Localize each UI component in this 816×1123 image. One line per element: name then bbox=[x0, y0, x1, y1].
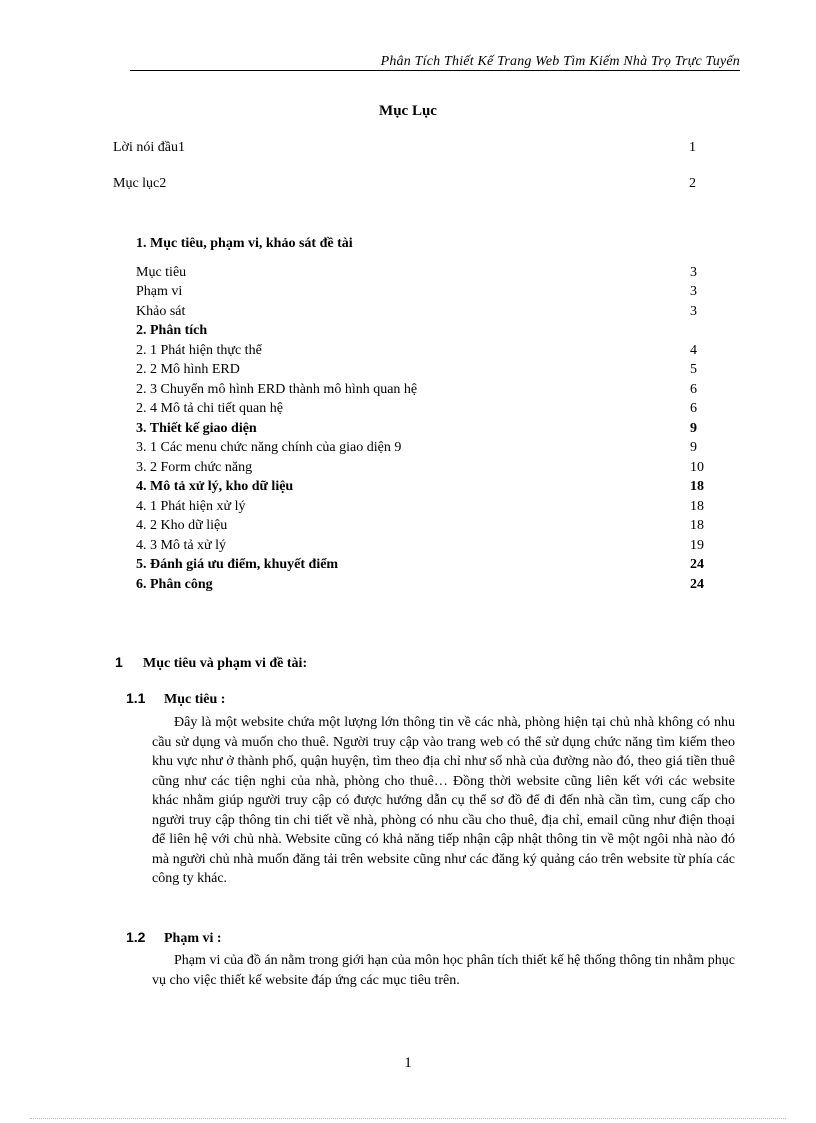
page-number: 1 bbox=[404, 1055, 412, 1071]
toc-page: 9 bbox=[690, 420, 697, 436]
goal-paragraph: Đây là một website chứa một lượng lớn thông tin về các nhà, phòng hiện tại chủ nhà không có nhu cầu sử dụng và muốn cho thuê. Người truy cập vào trang web có thể sử dụng chức năng tìm kiếm theo khu vực như ở thành phố, quận huyện, tìm theo địa chỉ như số nhà của đường nào đó, theo giá tiền thuê cũng như các tiện nghi của nhà, phòng cho thuê… Đồng thời website cũng liên kết với các website khác nhằm giúp người truy cập có được hướng dẫn cụ thể sơ đồ để đi đến nhà cần tìm, cung cấp cho người truy cập thông tin chi tiết về nhà, phòng có nhu cầu cho thuê, địa chỉ, email cũng như điện thoại để liên hệ với chủ nhà. Website cũng có khả năng tiếp nhận cập nhật thông tin về một ngôi nhà nào đó mà người chủ nhà muốn đăng tải trên website cũng như các đăng ký quảng cáo trên website từ phía các công ty khác. bbox=[152, 715, 735, 886]
toc-label: Mục tiêu bbox=[136, 264, 187, 280]
toc-label: 4. 1 Phát hiện xử lý bbox=[136, 498, 246, 514]
section-title: Mục tiêu và phạm vi đề tài: bbox=[143, 656, 308, 671]
page-bottom-border bbox=[30, 1118, 786, 1119]
subsection-heading-goal bbox=[126, 690, 225, 708]
toc-label: 3. 1 Các menu chức năng chính của giao diện 9 bbox=[136, 440, 402, 455]
section-heading bbox=[115, 654, 307, 672]
subsection-number: 1.1 bbox=[126, 690, 146, 706]
toc-page: 2 bbox=[689, 176, 696, 191]
toc-label: 3. Thiết kế giao diện bbox=[136, 420, 257, 436]
toc-page: 10 bbox=[690, 459, 704, 475]
toc-label: 4. 2 Kho dữ liệu bbox=[136, 518, 228, 533]
toc-label: 4. 3 Mô tả xử lý bbox=[136, 537, 227, 553]
subsection-number: 1.2 bbox=[126, 929, 146, 945]
toc-page: 18 bbox=[690, 479, 704, 494]
toc-title: Mục Lục bbox=[379, 103, 437, 119]
toc-page: 24 bbox=[690, 557, 704, 572]
subsection-title: Phạm vi : bbox=[164, 931, 222, 946]
toc-page: 3 bbox=[690, 284, 697, 299]
toc-page: 3 bbox=[690, 264, 697, 280]
toc-label: 2. 1 Phát hiện thực thể bbox=[136, 342, 262, 358]
toc-label: Mục lục2 bbox=[113, 176, 167, 191]
toc-label: 5. Đánh giá ưu điểm, khuyết điểm bbox=[136, 557, 339, 572]
toc-label: 2. 4 Mô tả chi tiết quan hệ bbox=[136, 401, 283, 416]
toc-page: 9 bbox=[690, 440, 697, 455]
toc-page: 5 bbox=[690, 362, 697, 377]
subsection-heading-scope bbox=[126, 929, 222, 947]
toc-page: 18 bbox=[690, 498, 704, 514]
subsection-title: Mục tiêu : bbox=[164, 692, 226, 707]
toc-label: 2. 3 Chuyển mô hình ERD thành mô hình quan hệ bbox=[136, 381, 418, 397]
toc-label: 6. Phân công bbox=[136, 576, 213, 592]
toc-page: 1 bbox=[689, 140, 696, 155]
toc-page: 18 bbox=[690, 518, 704, 533]
scope-paragraph: Phạm vi của đồ án nằm trong giới hạn của môn học phân tích thiết kế hệ thống thông tin nhằm phục vụ cho việc thiết kế website đáp ứng các mục tiêu trên. bbox=[152, 953, 735, 988]
toc-page: 19 bbox=[690, 537, 704, 553]
toc-page: 4 bbox=[690, 342, 697, 358]
toc-label: Phạm vi bbox=[136, 284, 183, 299]
toc-label: 1. Mục tiêu, phạm vi, khảo sát đề tài bbox=[136, 236, 353, 251]
toc-label: 2. Phân tích bbox=[136, 323, 208, 338]
toc-label: Lời nói đầu1 bbox=[113, 140, 185, 155]
toc-page: 3 bbox=[690, 303, 697, 319]
toc-page: 6 bbox=[690, 381, 697, 397]
toc-label: Khảo sát bbox=[136, 303, 186, 319]
toc-label: 4. Mô tả xử lý, kho dữ liệu bbox=[136, 479, 294, 494]
toc-label: 3. 2 Form chức năng bbox=[136, 459, 253, 475]
toc-label: 2. 2 Mô hình ERD bbox=[136, 362, 240, 377]
section-number: 1 bbox=[115, 654, 123, 670]
toc-page: 6 bbox=[690, 401, 697, 416]
running-header: Phân Tích Thiết Kế Trang Web Tìm Kiếm Nhà Trọ Trực Tuyến bbox=[130, 54, 740, 71]
toc-page: 24 bbox=[690, 576, 704, 592]
